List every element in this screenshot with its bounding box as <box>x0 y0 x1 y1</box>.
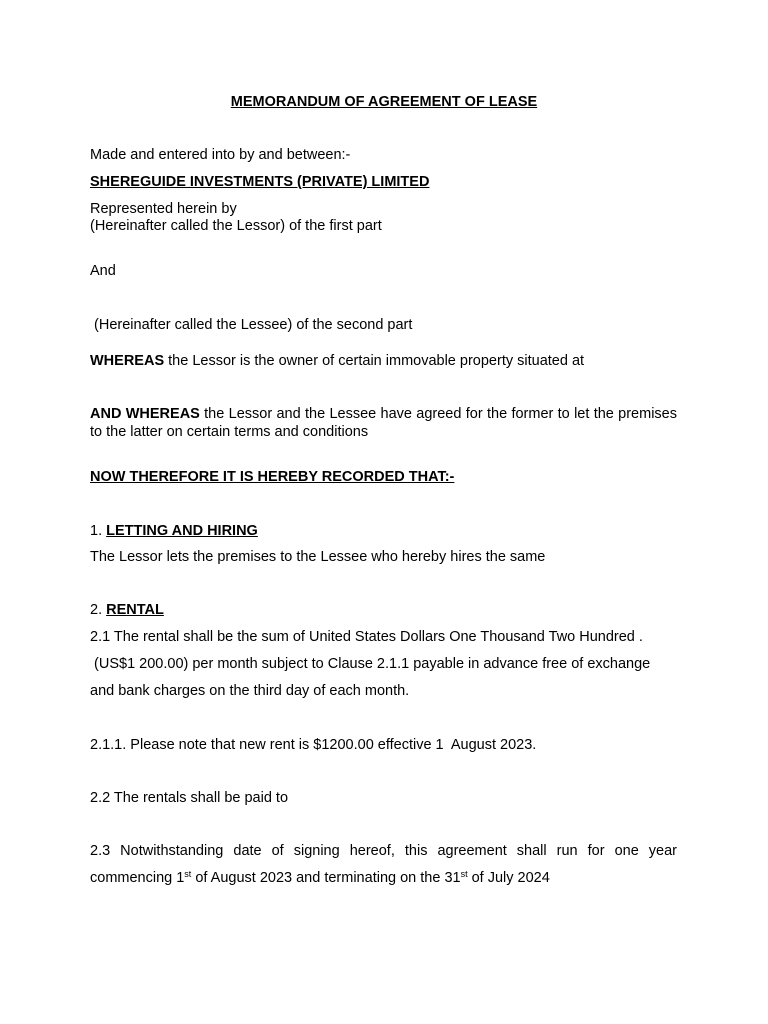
clause-2-2: 2.2 The rentals shall be paid to <box>90 790 289 806</box>
document-title: MEMORANDUM OF AGREEMENT OF LEASE <box>230 94 538 110</box>
and-line: And <box>90 263 116 279</box>
ordinal-suffix-1: st <box>184 869 192 879</box>
lessor-called-line: (Hereinafter called the Lessor) of the first part <box>90 218 382 234</box>
section-1-text: The Lessor lets the premises to the Lessee who hereby hires the same <box>90 549 546 565</box>
clause-2-3-text-b: of August 2023 and terminating on the 31 <box>191 870 461 886</box>
lessee-called-line: (Hereinafter called the Lessee) of the second part <box>90 317 413 333</box>
clause-2-1-1: 2.1.1. Please note that new rent is $1200.00 effective 1 August 2023. <box>90 737 537 753</box>
and-whereas-text: the Lessor and the Lessee have agreed for the former to let the premises to the latter on certain terms and conditions <box>90 406 677 440</box>
represented-line: Represented herein by <box>90 201 237 217</box>
clause-2-1-line-2: (US$1 200.00) per month subject to Clause 2.1.1 payable in advance free of exchange <box>90 656 651 672</box>
intro-line: Made and entered into by and between:- <box>90 147 351 163</box>
section-1-number: 1. <box>90 523 103 539</box>
clause-2-3-text-c: of July 2024 <box>467 870 550 886</box>
and-whereas-paragraph <box>90 405 677 441</box>
now-therefore-heading: NOW THEREFORE IT IS HEREBY RECORDED THAT:- <box>90 469 455 485</box>
clause-2-1-line-3: and bank charges on the third day of each month. <box>90 683 410 699</box>
section-1-heading <box>90 522 677 540</box>
clause-2-3-text-a: commencing 1 <box>90 870 185 886</box>
clause-2-1-line-1: 2.1 The rental shall be the sum of United States Dollars One Thousand Two Hundred . <box>90 629 643 645</box>
and-whereas-keyword: AND WHEREAS <box>90 406 200 422</box>
lessor-name: SHEREGUIDE INVESTMENTS (PRIVATE) LIMITED <box>90 174 430 190</box>
clause-2-3-line-1: 2.3 Notwithstanding date of signing hereof, this agreement shall run for one year <box>90 843 677 859</box>
whereas-text: the Lessor is the owner of certain immovable property situated at <box>164 353 585 369</box>
ordinal-suffix-2: st <box>460 869 468 879</box>
section-2-title: RENTAL <box>106 602 164 618</box>
clause-2-3-line-2 <box>90 869 677 887</box>
whereas-keyword: WHEREAS <box>90 353 165 369</box>
section-2-number: 2. <box>90 602 103 618</box>
whereas-paragraph <box>90 352 677 370</box>
section-1-title: LETTING AND HIRING <box>106 523 258 539</box>
section-2-heading <box>90 601 677 619</box>
